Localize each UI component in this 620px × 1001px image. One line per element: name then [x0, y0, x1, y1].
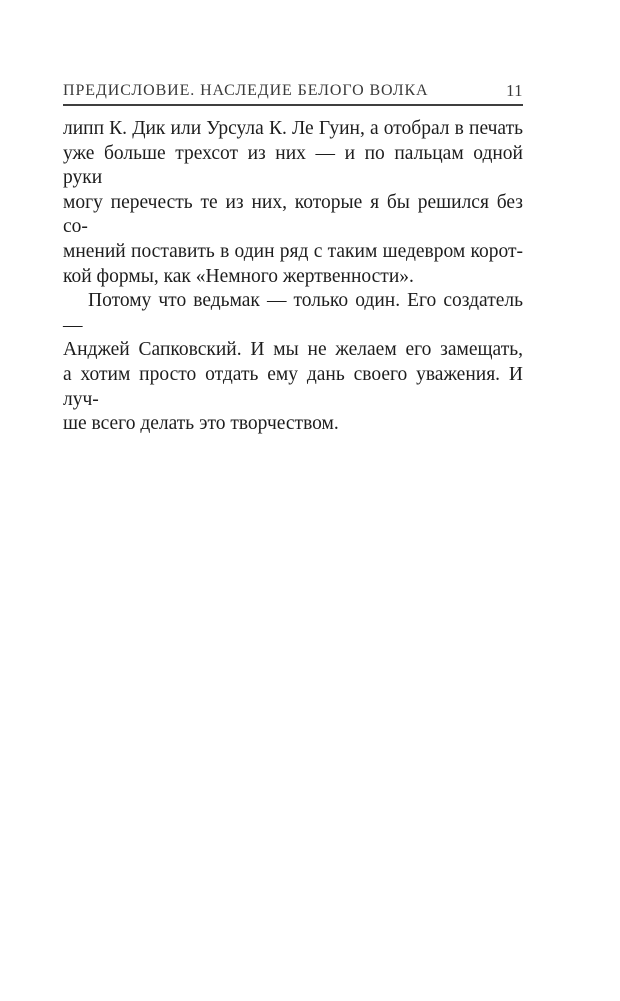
text-line: Потому что ведьмак — только один. Его создатель —	[63, 290, 523, 336]
text-line: а хотим просто отдать ему дань своего уважения. И луч-	[63, 363, 523, 410]
text-line: мнений поставить в один ряд с таким шедевром корот-	[63, 240, 523, 262]
page-body	[63, 117, 523, 437]
text-line: кой формы, как «Немного жертвенности».	[63, 265, 414, 287]
running-title: ПРЕДИСЛОВИЕ. НАСЛЕДИЕ БЕЛОГО ВОЛКА	[63, 82, 429, 99]
text-line: ше всего делать это творчеством.	[63, 413, 339, 435]
text-line: могу перечесть те из них, которые я бы решился без со-	[63, 191, 523, 238]
text-line: уже больше трехсот из них — и по пальцам одной руки	[63, 142, 523, 189]
text-line: липп К. Дик или Урсула К. Ле Гуин, а отобрал в печать	[63, 118, 523, 139]
text-line: Анджей Сапковский. И мы не желаем его замещать,	[63, 339, 523, 361]
page-header	[63, 82, 523, 106]
page-number: 11	[506, 81, 523, 100]
